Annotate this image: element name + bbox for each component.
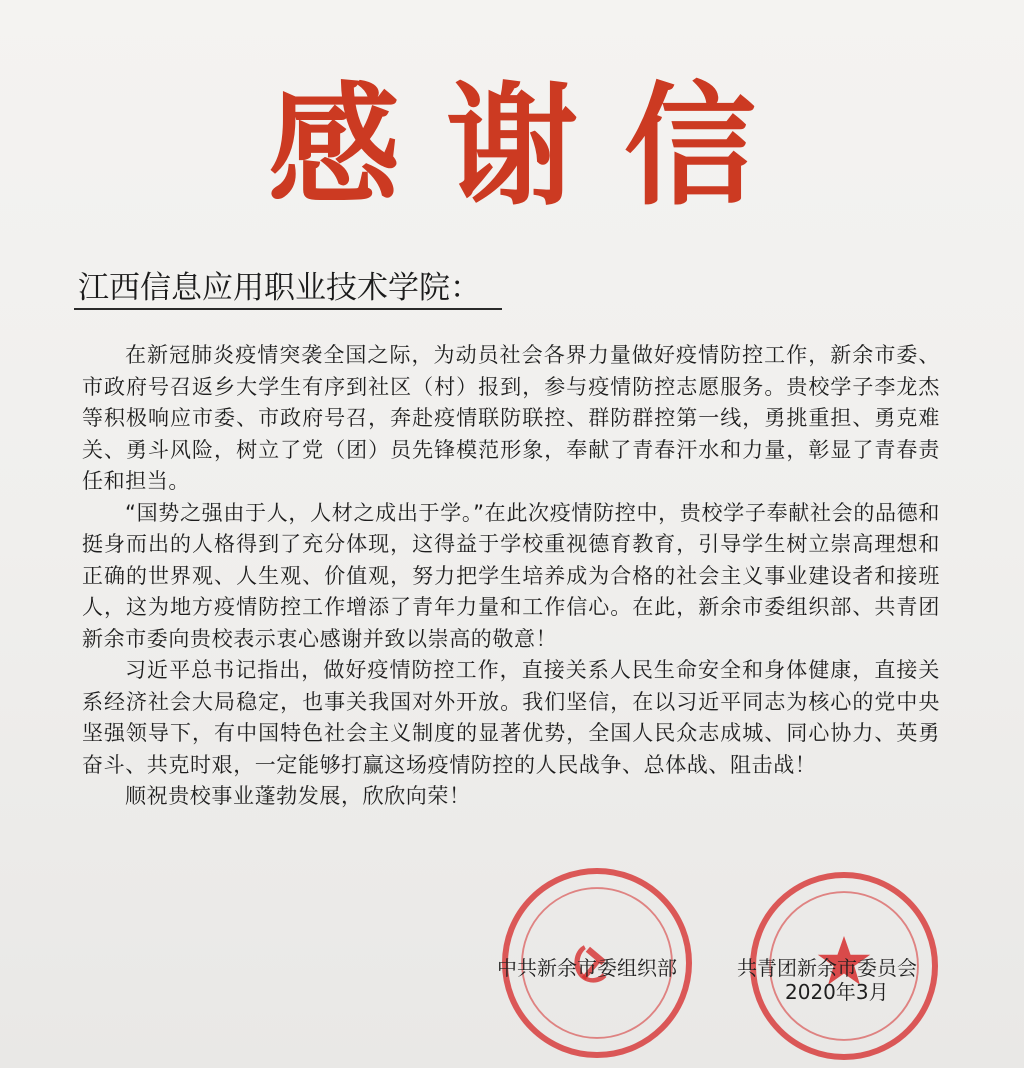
signature-organization-department: 中共新余市委组织部 bbox=[497, 956, 677, 980]
addressee: 江西信息应用职业技术学院： bbox=[78, 270, 481, 306]
paragraph-2: “国势之强由于人，人材之成出于学。”在此次疫情防控中，贵校学子奉献社会的品德和挺身而出的人格得到了充分体现，这得益于学校重视德育教育，引导学生树立崇高理想和正确的世界观、人生观、价值观，努力把学生培养成为合格的社会主义事业建设者和接班人，这为地方疫情防控工作增添了青年力量和工作信心。在此，新余市委组织部、共青团新余市委向贵校表示衷心感谢并致以崇高的敬意！ bbox=[82, 500, 940, 651]
addressee-underline bbox=[74, 308, 502, 310]
letter-date: 2020年3月 bbox=[785, 980, 889, 1004]
signature-youth-league: 共青团新余市委员会 bbox=[737, 956, 917, 980]
paragraph-3: 习近平总书记指出，做好疫情防控工作，直接关系人民生命安全和身体健康，直接关系经济社会大局稳定，也事关我国对外开放。我们坚信，在以习近平同志为核心的党中央坚强领导下，有中国特色社会主义制度的显著优势，全国人民众志成城、同心协力、英勇奋斗、共克时艰，一定能够打赢这场疫情防控的人民战争、总体战、阻击战！ bbox=[82, 658, 940, 777]
letter-title: 感谢信 bbox=[268, 70, 802, 224]
paragraph-4: 顺祝贵校事业蓬勃发展，欣欣向荣！ bbox=[125, 784, 471, 808]
paragraph-1: 在新冠肺炎疫情突袭全国之际，为动员社会各界力量做好疫情防控工作，新余市委、市政府号召返乡大学生有序到社区（村）报到，参与疫情防控志愿服务。贵校学子李龙杰等积极响应市委、市政府号召，奔赴疫情联防联控、群防群控第一线，勇挑重担、勇克难关、勇斗风险，树立了党（团）员先锋模范形象，奉献了青春汗水和力量，彰显了青春责任和担当。 bbox=[82, 343, 940, 493]
letter-body bbox=[82, 340, 940, 813]
